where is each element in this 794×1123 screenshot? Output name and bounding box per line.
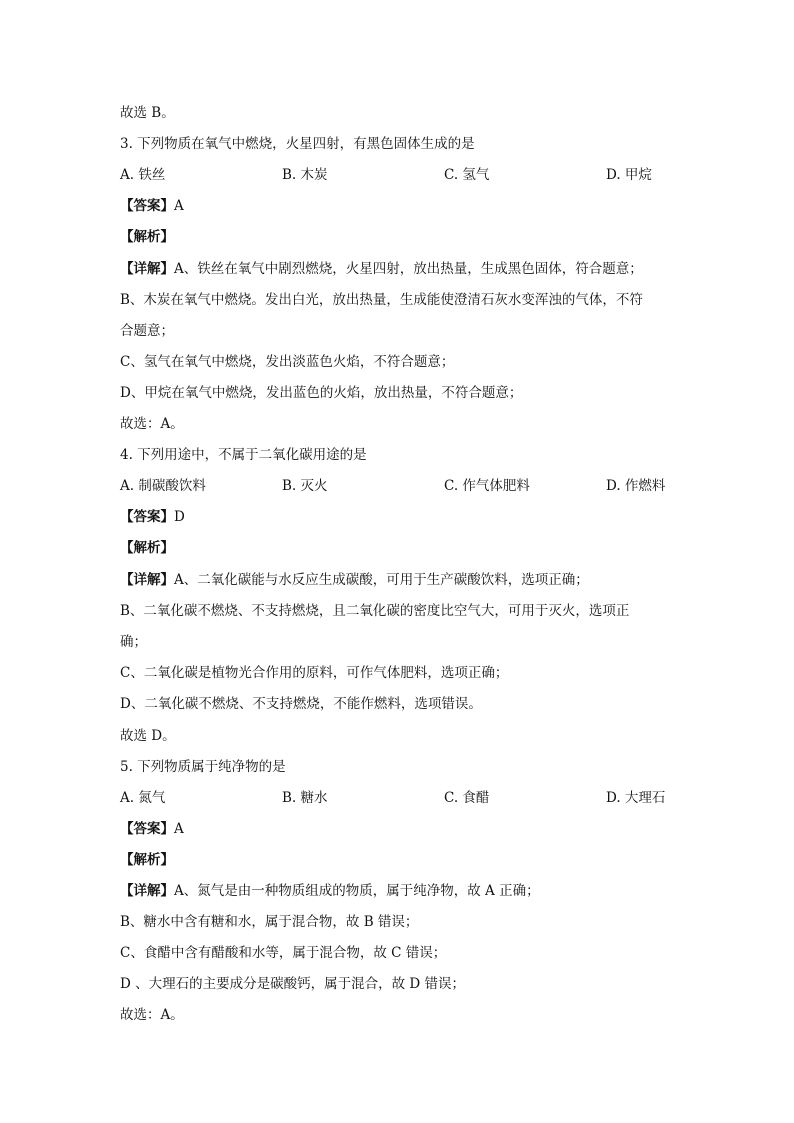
answer-value: D <box>174 509 185 525</box>
q3-conclusion: 故选：A。 <box>120 416 184 432</box>
q5-option-d: D. 大理石 <box>606 790 666 806</box>
q5-analysis-label: 【解析】 <box>120 852 174 868</box>
q5-detail-c: C、食醋中含有醋酸和水等，属于混合物，故 C 错误； <box>120 945 447 961</box>
q3-option-c: C. 氢气 <box>444 167 490 183</box>
detail-label: 【详解】 <box>120 261 174 277</box>
q4-analysis-label: 【解析】 <box>120 540 174 556</box>
q4-option-d: D. 作燃料 <box>606 478 666 494</box>
q4-detail-b-line1: B、二氧化碳不燃烧、不支持燃烧，且二氧化碳的密度比空气大，可用于灭火，选项正 <box>120 603 630 619</box>
q4-answer <box>120 508 185 526</box>
q3-detail-c: C、氢气在氧气中燃烧，发出淡蓝色火焰，不符合题意； <box>120 354 455 370</box>
q5-conclusion: 故选：A。 <box>120 1007 184 1023</box>
answer-value: A <box>174 198 184 214</box>
q3-option-b: B. 木炭 <box>282 167 328 183</box>
q3-analysis-label: 【解析】 <box>120 229 174 245</box>
detail-label: 【详解】 <box>120 883 174 899</box>
q5-option-a: A. 氮气 <box>120 790 166 806</box>
q4-detail-c: C、二氧化碳是植物光合作用的原料，可作气体肥料，选项正确； <box>120 665 509 681</box>
q5-detail-a <box>120 882 540 900</box>
q3-detail-b-line1: B、木炭在氧气中燃烧。发出白光，放出热量，生成能使澄清石灰水变浑浊的气体，不符 <box>120 292 643 308</box>
q4-option-c: C. 作气体肥料 <box>444 478 530 494</box>
q3-question: 3. 下列物质在氧气中燃烧，火星四射，有黑色固体生成的是 <box>120 136 475 152</box>
detail-label: 【详解】 <box>120 572 174 588</box>
q5-detail-b: B、糖水中含有糖和水，属于混合物，故 B 错误； <box>120 914 419 930</box>
q3-answer <box>120 197 184 215</box>
q5-option-b: B. 糖水 <box>282 790 328 806</box>
q4-detail-b-line2: 确； <box>120 634 147 650</box>
q4-conclusion: 故选 D。 <box>120 728 176 744</box>
q4-option-b: B. 灭火 <box>282 478 328 494</box>
q5-option-c: C. 食醋 <box>444 790 490 806</box>
q4-option-a: A. 制碳酸饮料 <box>120 478 206 494</box>
answer-label: 【答案】 <box>120 198 174 214</box>
q3-detail-d: D、甲烷在氧气中燃烧，发出蓝色的火焰，放出热量，不符合题意； <box>120 385 523 401</box>
q3-detail-b-line2: 合题意； <box>120 323 174 339</box>
q5-detail-d: D 、大理石的主要成分是碳酸钙，属于混合，故 D 错误； <box>120 976 466 992</box>
q4-detail-a <box>120 571 589 589</box>
q3-option-d: D. 甲烷 <box>606 167 652 183</box>
q2-conclusion: 故选 B。 <box>120 105 175 121</box>
detail-text: A、铁丝在氧气中剧烈燃烧，火星四射，放出热量，生成黑色固体，符合题意； <box>174 261 643 277</box>
q5-question: 5. 下列物质属于纯净物的是 <box>120 759 286 775</box>
q5-answer <box>120 820 184 838</box>
detail-text: A、氮气是由一种物质组成的物质，属于纯净物，故 A 正确； <box>174 883 540 899</box>
q4-detail-d: D、二氧化碳不燃烧、不支持燃烧，不能作燃料，选项错误。 <box>120 696 482 712</box>
q3-option-a: A. 铁丝 <box>120 167 166 183</box>
detail-text: A、二氧化碳能与水反应生成碳酸，可用于生产碳酸饮料，选项正确； <box>174 572 589 588</box>
answer-value: A <box>174 821 184 837</box>
q4-question: 4. 下列用途中，不属于二氧化碳用途的是 <box>120 447 367 463</box>
answer-label: 【答案】 <box>120 509 174 525</box>
q3-detail-a <box>120 260 643 278</box>
answer-label: 【答案】 <box>120 821 174 837</box>
